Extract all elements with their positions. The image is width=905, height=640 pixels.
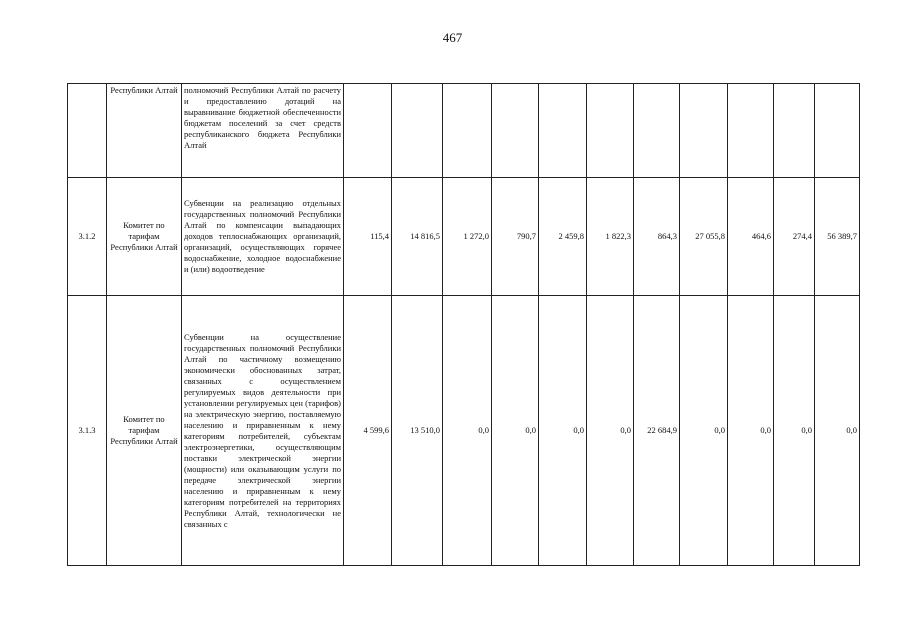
value-cell: 115,4 xyxy=(344,178,392,296)
value-cell xyxy=(587,84,634,178)
value-cell: 0,0 xyxy=(443,296,492,566)
value-cell: 0,0 xyxy=(587,296,634,566)
value-cell: 56 389,7 xyxy=(815,178,860,296)
value-cell: 0,0 xyxy=(680,296,728,566)
value-cell: 790,7 xyxy=(492,178,539,296)
row-description: Субвенции на реализацию отдельных государственных полномочий Республики Алтай по компенсации выпадающих доходов теплоснабжающих организаций, организаций, осуществляющих горячее водоснабжение, холодное водоснабжение и (или) водоотведение xyxy=(182,178,344,296)
value-cell xyxy=(344,84,392,178)
value-cell: 22 684,9 xyxy=(634,296,680,566)
row-number xyxy=(68,84,107,178)
row-organization: Комитет по тарифам Республики Алтай xyxy=(107,296,182,566)
value-cell: 1 272,0 xyxy=(443,178,492,296)
value-cell xyxy=(774,84,815,178)
value-cell: 13 510,0 xyxy=(392,296,443,566)
value-cell xyxy=(492,84,539,178)
page-number: 467 xyxy=(442,30,463,45)
row-number: 3.1.2 xyxy=(68,178,107,296)
value-cell: 464,6 xyxy=(728,178,774,296)
row-organization: Комитет по тарифам Республики Алтай xyxy=(107,178,182,296)
value-cell: 1 822,3 xyxy=(587,178,634,296)
row-organization: Республики Алтай xyxy=(107,84,182,178)
row-number: 3.1.3 xyxy=(68,296,107,566)
value-cell: 27 055,8 xyxy=(680,178,728,296)
value-cell: 14 816,5 xyxy=(392,178,443,296)
value-cell xyxy=(680,84,728,178)
value-cell: 0,0 xyxy=(492,296,539,566)
table-row xyxy=(68,296,860,566)
row-description: полномочий Республики Алтай по расчету и предоставлению дотаций на выравнивание бюджетной обеспеченности бюджетам поселений за счет средств республиканского бюджета Республики Алтай xyxy=(182,84,344,178)
value-cell xyxy=(539,84,587,178)
row-description: Субвенции на осуществление государственных полномочий Республики Алтай по частичному возмещению экономически обоснованных затрат, связанных с осуществлением регулируемых видов деятельности при установлении регулируемых цен (тарифов) на электрическую энергию, поставляемую населению и приравненным к нему категориям потребителей, субъектам электроэнергетики, осуществляющим поставки электрической энергии (мощности) или оказывающим услуги по передаче электрической энергии населению и приравненным к нему категориям потребителей на территориях Республики Алтай, технологически не связанных с xyxy=(182,296,344,566)
value-cell: 4 599,6 xyxy=(344,296,392,566)
value-cell: 0,0 xyxy=(539,296,587,566)
value-cell: 0,0 xyxy=(774,296,815,566)
value-cell: 2 459,8 xyxy=(539,178,587,296)
value-cell xyxy=(728,84,774,178)
value-cell: 864,3 xyxy=(634,178,680,296)
value-cell xyxy=(443,84,492,178)
value-cell: 0,0 xyxy=(728,296,774,566)
value-cell xyxy=(392,84,443,178)
budget-table xyxy=(67,83,860,566)
value-cell xyxy=(815,84,860,178)
value-cell: 0,0 xyxy=(815,296,860,566)
value-cell xyxy=(634,84,680,178)
value-cell: 274,4 xyxy=(774,178,815,296)
table-row xyxy=(68,178,860,296)
table-row xyxy=(68,84,860,178)
